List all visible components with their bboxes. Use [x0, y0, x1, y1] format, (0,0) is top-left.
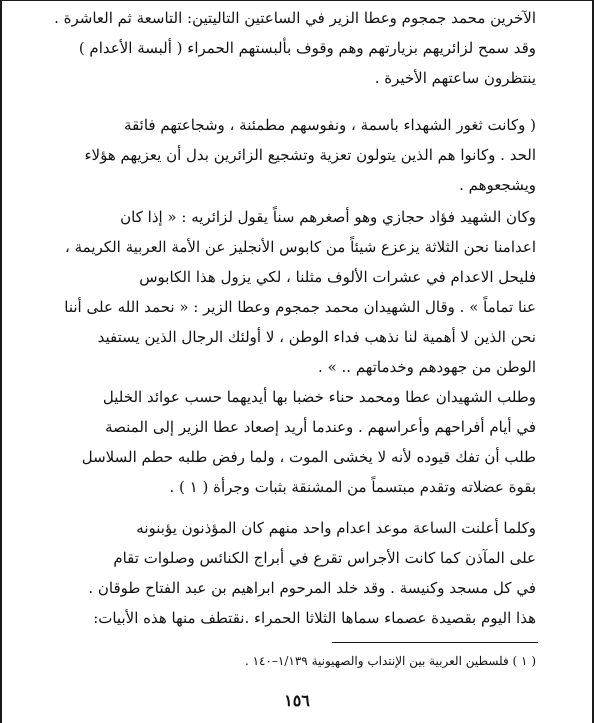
- text-line: في كل مسجد وكنيسة . وقد خلد المرحوم ابراهيم بن عبد الفتاح طوقان .: [88, 579, 536, 597]
- text-line: على المآذن كما كانت الأجراس تقرع في أبراج الكنائس وصلوات تقام: [113, 549, 536, 567]
- text-line: الوطن من جهودهم وخدماتهم .. » .: [318, 358, 536, 376]
- paragraph-execution-hours: [48, 3, 536, 93]
- paragraph-martyrs-courage: [48, 110, 536, 200]
- text-line: في أيام أفراحهم وأعراسهم . وعندما أريد إصعاد عطا الزير إلى المنصة: [105, 418, 536, 436]
- paragraph-henna-request: [48, 382, 536, 502]
- text-line: فليحل الاعدام في عشرات الألوف مثلنا ، لكي يزول هذا الكابوس: [139, 268, 536, 286]
- text-line: طلب أن تفك قيوده لأنه لا يخشى الموت ، ولما رفض طلبه حطم السلاسل: [81, 448, 536, 466]
- text-line: الآخرين محمد جمجوم وعطا الزير في الساعتين التاليتين: التاسعة ثم العاشرة .: [54, 9, 536, 27]
- text-line: بقوة عضلاته وتقدم مبتسماً من المشنقة بثبات وجرأة ( ١ ) .: [169, 478, 536, 496]
- footnote-divider: [332, 642, 538, 643]
- text-line: الحد . وكانوا هم الذين يتولون تعزية وتشجيع الزائرين بدل أن يعزيهم هؤلاء: [84, 146, 536, 164]
- text-line: وقد سمح لزائريهم بزيارتهم وهم وقوف بألبستهم الحمراء ( ألبسة الأعدام ): [78, 39, 536, 57]
- paragraph-muezzins-bells: [48, 513, 536, 633]
- text-line: عنا تماماً » . وقال الشهيدان محمد جمجوم وعطا الزير : « نحمد الله على أننا: [64, 298, 536, 316]
- text-line: اعدامنا نحن الثلاثة يزعزع شيئاً من كابوس الأنجليز عن الأمة العربية الكريمة ،: [65, 238, 536, 256]
- paragraph-fuad-hijazi-quote: [48, 202, 536, 382]
- text-line: ( وكانت ثغور الشهداء باسمة ، ونفوسهم مطمئنة ، وشجاعتهم فائقة: [124, 116, 536, 134]
- text-line: وطلب الشهيدان عطا ومحمد حناء خضبا بها أيديهما حسب عوائد الخليل: [102, 388, 536, 406]
- text-line: وكلما أعلنت الساعة موعد اعدام واحد منهم كان المؤذنون يؤبنونه: [136, 519, 536, 537]
- text-line: وكان الشهيد فؤاد حجازي وهو أصغرهم سناً يقول لزائريه : « إذا كان: [120, 208, 536, 226]
- footnote: ( ١ ) فلسطين العربية بين الإنتداب والصهيونية ١/١٣٩–١٤٠ .: [244, 654, 536, 668]
- text-line: هذا اليوم بقصيدة عصماء سماها الثلاثا الحمراء .نقتطف منها هذه الأبيات:: [93, 609, 536, 627]
- text-line: نحن الذين لا أهمية لنا نذهب فداء الوطن ، لا أولئك الرجال الذين يستفيد: [97, 328, 536, 346]
- text-line: ويشجعوهم .: [459, 176, 536, 194]
- page-number: ١٥٦: [284, 691, 310, 710]
- text-line: ينتظرون ساعتهم الأخيرة .: [374, 69, 536, 87]
